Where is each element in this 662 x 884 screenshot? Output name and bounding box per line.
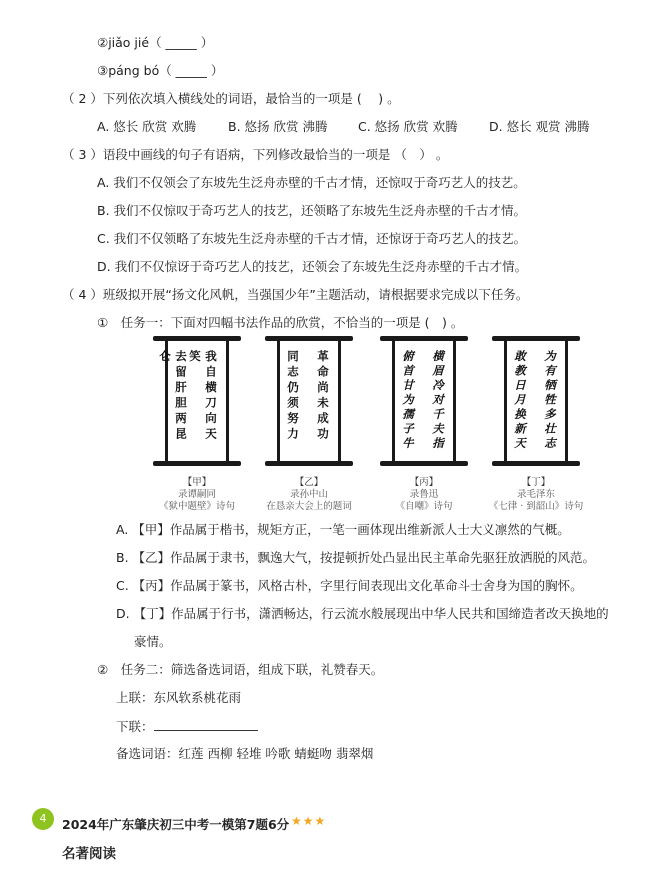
task1-option-b[interactable]: B. 【乙】作品属于隶书，飘逸大气，按提顿折处凸显出民主革命先驱狂放洒脱的风范。 [116,550,596,565]
question-3-stem: （ 3 ）语段中画线的句子有语病，下列修改最恰当的一项是 （ ） 。 [62,147,449,162]
caption-author: 录谭嗣同 [177,489,216,500]
task-1-title: ① 任务一：下面对四幅书法作品的欣赏，不恰当的一项是 ( ) 。 [97,315,464,330]
caption-yi [244,477,374,513]
calligraphy-scroll-yi [265,336,353,466]
q3-option-a[interactable]: A. 我们不仅领会了东坡先生泛舟赤壁的千古才情，还惊叹于奇巧艺人的技艺。 [97,175,526,190]
calligraphy-scroll-ding [492,336,580,466]
scroll-column: 敢教日月换新天 [513,350,527,452]
task1-option-c[interactable]: C. 【丙】作品属于篆书，风格古朴，字里行间表现出文化革命斗士舍身为国的胸怀。 [116,578,583,593]
scroll-column: 去留肝胆两昆仑 [158,350,188,443]
task-2-title: ② 任务二：筛选备选词语，组成下联，礼赞春天。 [97,662,384,677]
caption-source: 《自嘲》诗句 [395,501,453,512]
scroll-column: 横眉冷对千夫指 [431,350,445,452]
q3-option-b[interactable]: B. 我们不仅惊叹于奇巧艺人的技艺，还领略了东坡先生泛舟赤壁的千古才情。 [97,203,527,218]
task1-option-d[interactable]: D. 【丁】作品属于行书，潇洒畅达，行云流水般展现出中华人民共和国缔造者改天换地的 [116,606,609,621]
caption-author: 录孙中山 [289,489,328,500]
caption-label: 【乙】 [294,477,324,488]
caption-author: 录鲁迅 [409,489,439,500]
scroll-rod [380,461,468,466]
pinyin-item-2: ②jiǎo jié（ _____ ） [97,35,214,50]
caption-jia [132,477,262,513]
scroll-column: 同志仍须努力 [286,350,300,443]
caption-source: 在恳亲大会上的题词 [266,501,352,512]
caption-label: 【甲】 [182,477,212,488]
caption-source: 《七律 · 到韶山》诗句 [488,501,584,512]
scroll-rod [492,461,580,466]
q2-option-c[interactable]: C. 悠扬 欣赏 欢腾 [358,119,458,134]
q2-option-d[interactable]: D. 悠长 观赏 沸腾 [489,119,590,134]
scroll-rod [265,461,353,466]
caption-source: 《狱中题壁》诗句 [158,501,235,512]
q2-option-b[interactable]: B. 悠扬 欣赏 沸腾 [228,119,328,134]
q3-option-d[interactable]: D. 我们不仅惊讶于奇巧艺人的技艺，还领会了东坡先生泛舟赤壁的千古才情。 [97,259,528,274]
task1-option-d-continued: 豪情。 [134,634,172,649]
couplet-lower-blank[interactable] [154,718,258,731]
scroll-column: 俯首甘为孺子牛 [401,350,415,452]
question-source-header: 2024年广东肇庆初三中考一模第7题6分 [62,817,290,832]
scroll-column: 为有牺牲多壮志 [543,350,557,452]
scroll-rod [153,461,241,466]
q2-option-a[interactable]: A. 悠长 欣赏 欢腾 [97,119,197,134]
scroll-column: 我自横刀向天笑 [188,350,218,443]
q3-option-c[interactable]: C. 我们不仅领略了东坡先生泛舟赤壁的千古才情，还惊讶于奇巧艺人的技艺。 [97,231,527,246]
couplet-lower-label: 下联： [116,719,154,734]
couplet-upper: 上联：东风软系桃花雨 [116,690,242,705]
caption-label: 【丁】 [521,477,551,488]
candidate-words: 备选词语：红莲 西柳 轻堆 吟歌 蜻蜓吻 翡翠烟 [116,746,374,761]
difficulty-stars: ★★★ [291,814,327,828]
question-number-badge: 4 [32,808,54,830]
caption-label: 【丙】 [409,477,439,488]
scroll-column: 革命尚未成功 [316,350,330,443]
section-title: 名著阅读 [62,846,116,862]
calligraphy-scroll-bing [380,336,468,466]
calligraphy-scroll-jia [153,336,241,466]
caption-ding [471,477,601,513]
task1-option-a[interactable]: A. 【甲】作品属于楷书，规矩方正，一笔一画体现出维新派人士大义凛然的气概。 [116,522,570,537]
pinyin-item-3: ③páng bó（ _____ ） [97,63,224,78]
caption-author: 录毛泽东 [516,489,555,500]
question-2-stem: （ 2 ）下列依次填入横线处的词语，最恰当的一项是 ( ) 。 [62,91,400,106]
question-4-stem: （ 4 ）班级拟开展“扬文化风帆，当强国少年”主题活动，请根据要求完成以下任务。 [62,287,529,302]
caption-bing [359,477,489,513]
couplet-lower [116,718,258,735]
